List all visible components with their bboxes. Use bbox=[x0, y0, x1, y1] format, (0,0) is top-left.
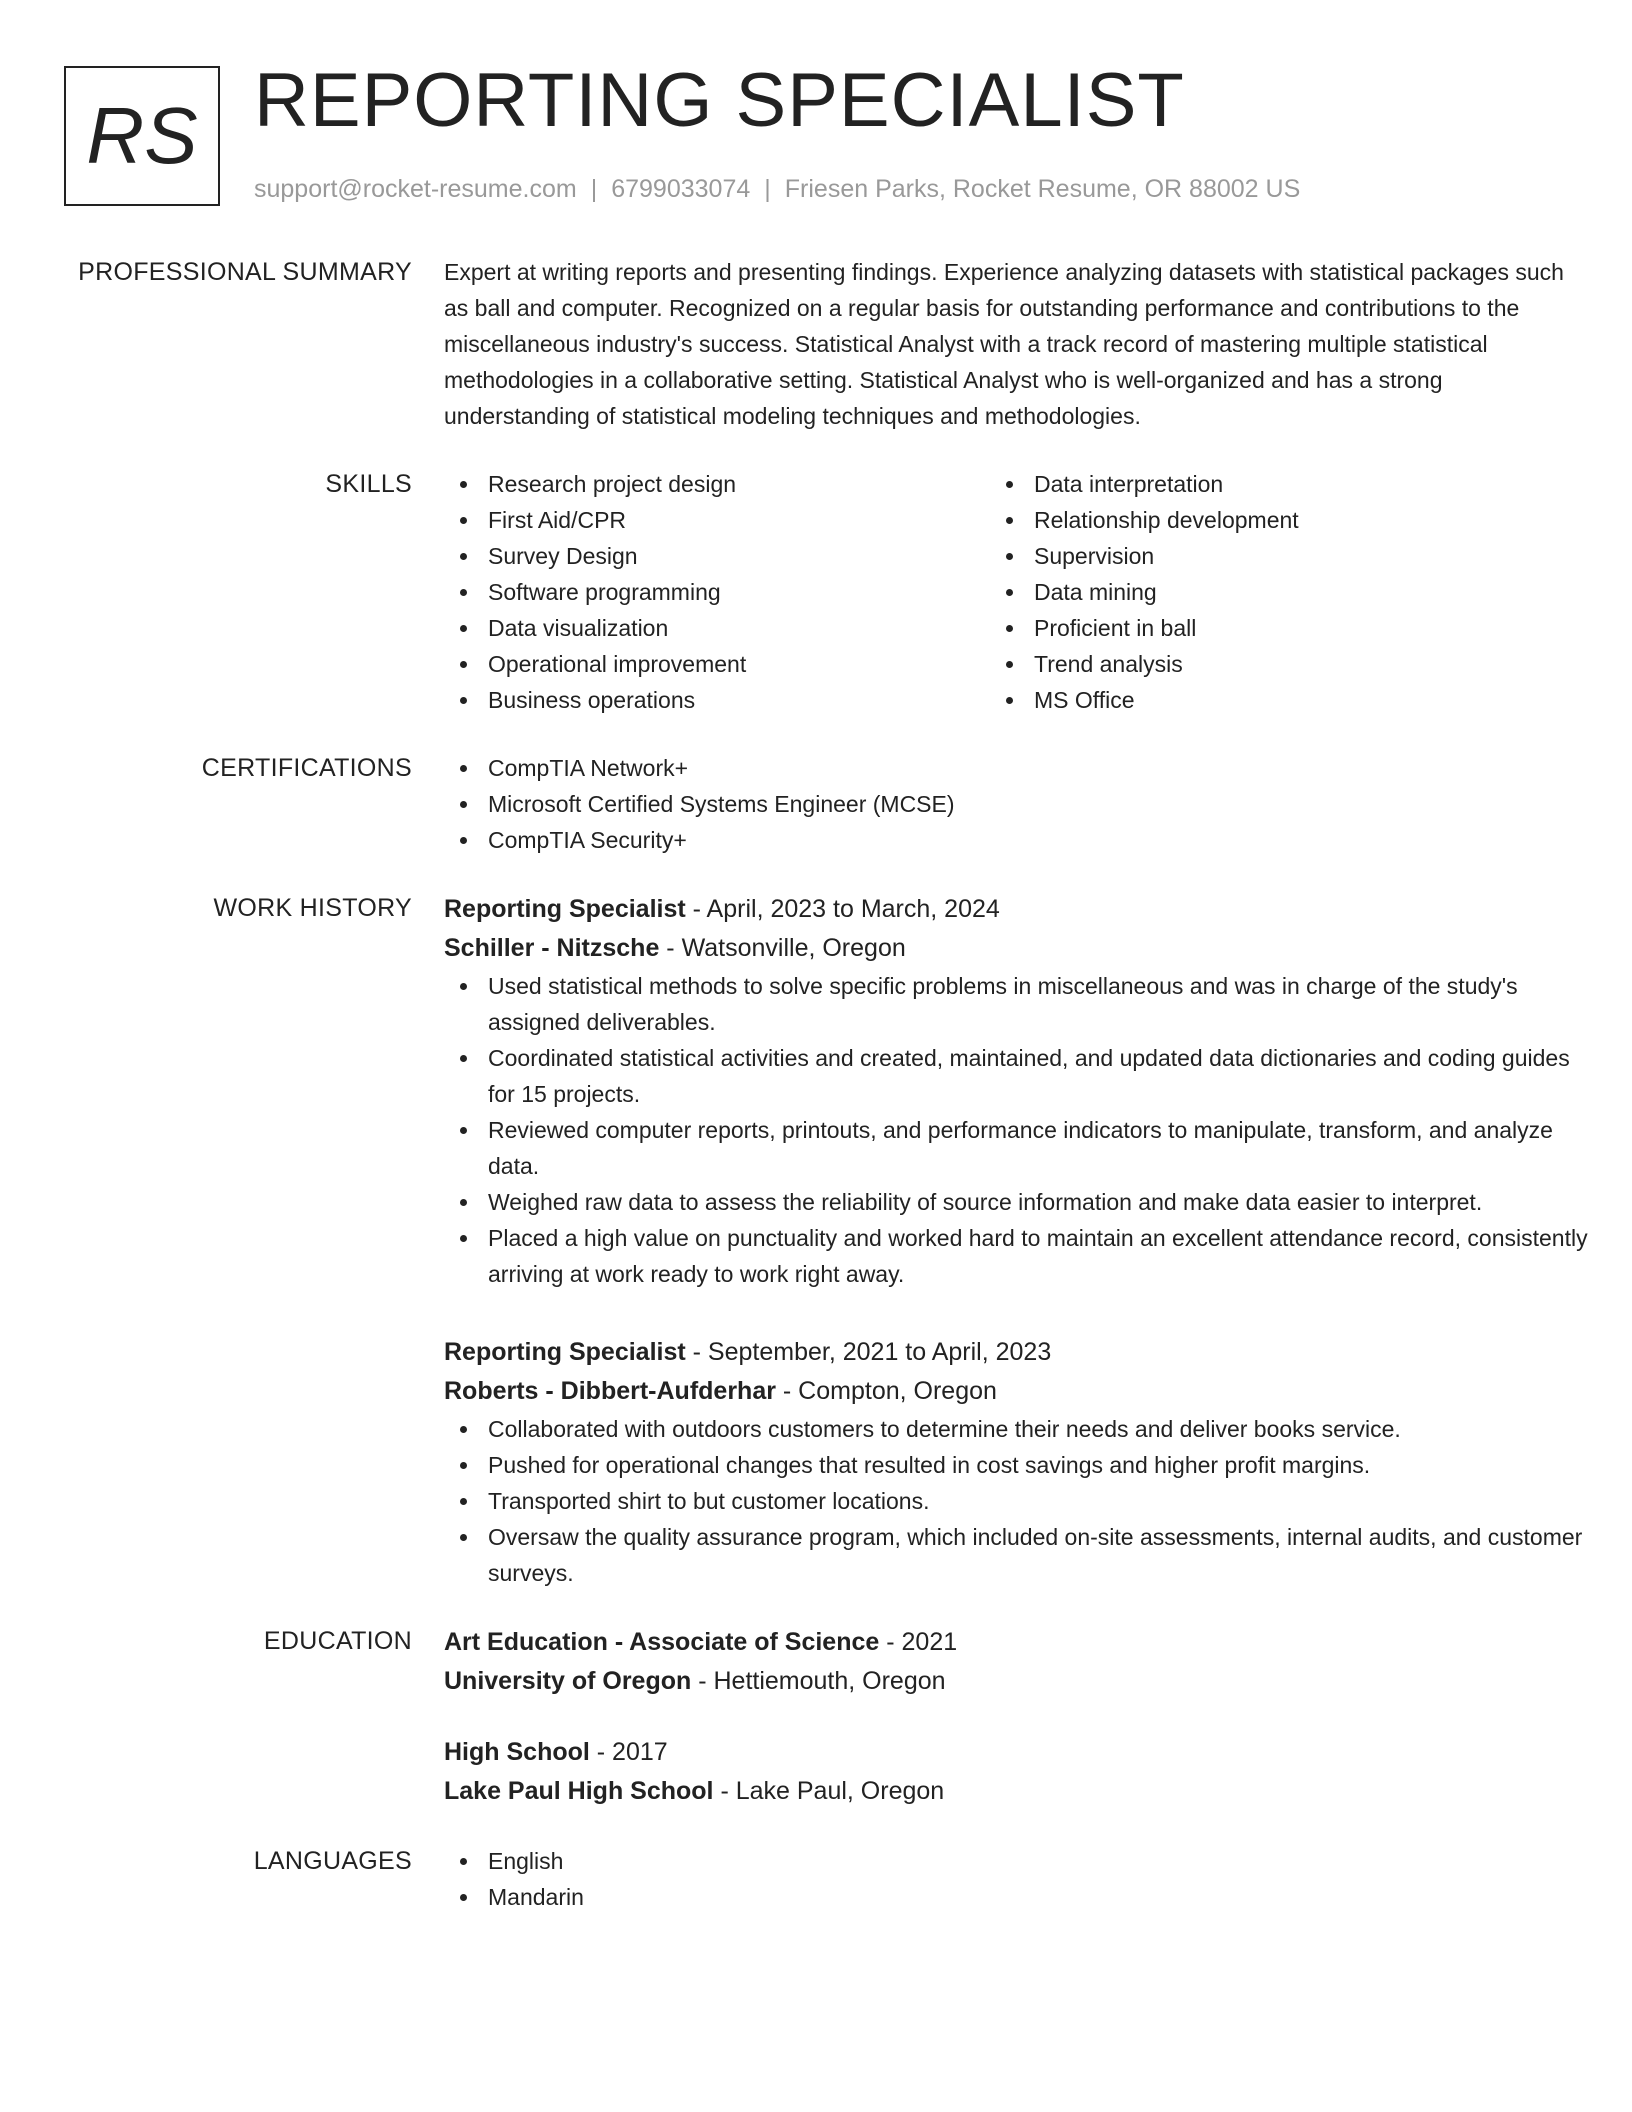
section-label: PROFESSIONAL SUMMARY bbox=[78, 258, 412, 286]
list-item: First Aid/CPR bbox=[444, 502, 990, 538]
list-item: Oversaw the quality assurance program, which included on-site assessments, internal audits, and customer surveys. bbox=[444, 1519, 1594, 1591]
section-label: SKILLS bbox=[325, 470, 412, 498]
list-item: Used statistical methods to solve specific problems in miscellaneous and was in charge of the study's assigned deliverables. bbox=[444, 968, 1594, 1040]
list-item: Research project design bbox=[444, 466, 990, 502]
skills-columns bbox=[444, 466, 1594, 718]
list-item: Operational improvement bbox=[444, 646, 990, 682]
separator: | bbox=[764, 175, 771, 203]
section-skills bbox=[0, 466, 1632, 718]
page-title: REPORTING SPECIALIST bbox=[254, 58, 1185, 143]
list-item: Collaborated with outdoors customers to determine their needs and deliver books service. bbox=[444, 1411, 1594, 1447]
job-company-line bbox=[444, 1372, 1594, 1411]
skills-list-left bbox=[444, 466, 990, 718]
job-location: - Compton, Oregon bbox=[775, 1377, 997, 1405]
job-bullets bbox=[444, 1411, 1594, 1591]
section-work-history bbox=[0, 890, 1632, 1591]
job-dates: - April, 2023 to March, 2024 bbox=[685, 895, 1000, 923]
job-bullets bbox=[444, 968, 1594, 1292]
list-item: Business operations bbox=[444, 682, 990, 718]
list-item: Microsoft Certified Systems Engineer (MCSE) bbox=[444, 786, 1594, 822]
section-certifications bbox=[0, 750, 1632, 858]
education-degree-line bbox=[444, 1733, 1594, 1772]
section-label: LANGUAGES bbox=[253, 1847, 412, 1875]
job-location: - Watsonville, Oregon bbox=[659, 934, 906, 962]
list-item: Survey Design bbox=[444, 538, 990, 574]
section-body bbox=[444, 1843, 1594, 1915]
job-title-line bbox=[444, 1333, 1594, 1372]
education-degree-line bbox=[444, 1623, 1594, 1662]
email-link[interactable]: support@rocket-resume.com bbox=[254, 175, 577, 203]
list-item: Pushed for operational changes that resulted in cost savings and higher profit margins. bbox=[444, 1447, 1594, 1483]
list-item: Data mining bbox=[990, 574, 1536, 610]
section-label: EDUCATION bbox=[263, 1627, 412, 1655]
education-year: - 2021 bbox=[879, 1628, 958, 1656]
skills-list-right bbox=[990, 466, 1536, 718]
job-dates: - September, 2021 to April, 2023 bbox=[685, 1338, 1052, 1366]
job-company: Roberts - Dibbert-Aufderhar bbox=[444, 1377, 776, 1405]
list-item: CompTIA Security+ bbox=[444, 822, 1594, 858]
section-body bbox=[444, 254, 1594, 434]
education-school-line bbox=[444, 1772, 1594, 1811]
section-summary bbox=[0, 254, 1632, 434]
list-item: Coordinated statistical activities and created, maintained, and updated data dictionaries and coding guides for 15 projects. bbox=[444, 1040, 1594, 1112]
job-company: Schiller - Nitzsche bbox=[444, 934, 660, 962]
list-item: Supervision bbox=[990, 538, 1536, 574]
education-degree: High School bbox=[444, 1738, 590, 1766]
education-degree: Art Education - Associate of Science bbox=[444, 1628, 880, 1656]
education-school-line bbox=[444, 1662, 1594, 1701]
list-item: Relationship development bbox=[990, 502, 1536, 538]
section-education bbox=[0, 1623, 1632, 1811]
section-body bbox=[444, 750, 1594, 858]
education-location: - Lake Paul, Oregon bbox=[713, 1777, 945, 1805]
job-title: Reporting Specialist bbox=[444, 1338, 686, 1366]
contact-line bbox=[254, 172, 1300, 206]
address: Friesen Parks, Rocket Resume, OR 88002 US bbox=[784, 175, 1301, 203]
section-label: WORK HISTORY bbox=[213, 894, 412, 922]
list-item: MS Office bbox=[990, 682, 1536, 718]
list-item: Data visualization bbox=[444, 610, 990, 646]
list-item: English bbox=[444, 1843, 1594, 1879]
separator: | bbox=[590, 175, 598, 203]
job-company-line bbox=[444, 929, 1594, 968]
education-location: - Hettiemouth, Oregon bbox=[691, 1667, 946, 1695]
languages-list bbox=[444, 1843, 1594, 1915]
section-body bbox=[444, 890, 1594, 1591]
list-item: Data interpretation bbox=[990, 466, 1536, 502]
summary-text: Expert at writing reports and presenting findings. Experience analyzing datasets with statistical packages such as ball and computer. Recognized on a regular basis for outstanding performance and contributions to the miscellaneous industry's success. Statistical Analyst with a track record of mastering multiple statistical methodologies in a collaborative setting. Statistical Analyst who is well-organized and has a strong understanding of statistical modeling techniques and methodologies. bbox=[444, 259, 1564, 429]
education-school: Lake Paul High School bbox=[444, 1777, 714, 1805]
section-body bbox=[444, 1623, 1594, 1811]
education-school: University of Oregon bbox=[444, 1667, 692, 1695]
list-item: Placed a high value on punctuality and worked hard to maintain an excellent attendance record, consistently arriving at work ready to work right away. bbox=[444, 1220, 1594, 1292]
job-title: Reporting Specialist bbox=[444, 895, 686, 923]
list-item: Reviewed computer reports, printouts, and performance indicators to manipulate, transform, and analyze data. bbox=[444, 1112, 1594, 1184]
phone-number: 6799033074 bbox=[611, 175, 751, 203]
list-item: Software programming bbox=[444, 574, 990, 610]
certifications-list bbox=[444, 750, 1594, 858]
list-item: Mandarin bbox=[444, 1879, 1594, 1915]
education-year: - 2017 bbox=[589, 1738, 668, 1766]
list-item: Weighed raw data to assess the reliability of source information and make data easier to interpret. bbox=[444, 1184, 1594, 1220]
section-label: CERTIFICATIONS bbox=[201, 754, 412, 782]
monogram: RS bbox=[64, 66, 220, 206]
resume-content bbox=[0, 254, 1632, 1915]
list-item: Transported shirt to but customer locations. bbox=[444, 1483, 1594, 1519]
section-languages bbox=[0, 1843, 1632, 1915]
list-item: Proficient in ball bbox=[990, 610, 1536, 646]
list-item: CompTIA Network+ bbox=[444, 750, 1594, 786]
list-item: Trend analysis bbox=[990, 646, 1536, 682]
job-title-line bbox=[444, 890, 1594, 929]
